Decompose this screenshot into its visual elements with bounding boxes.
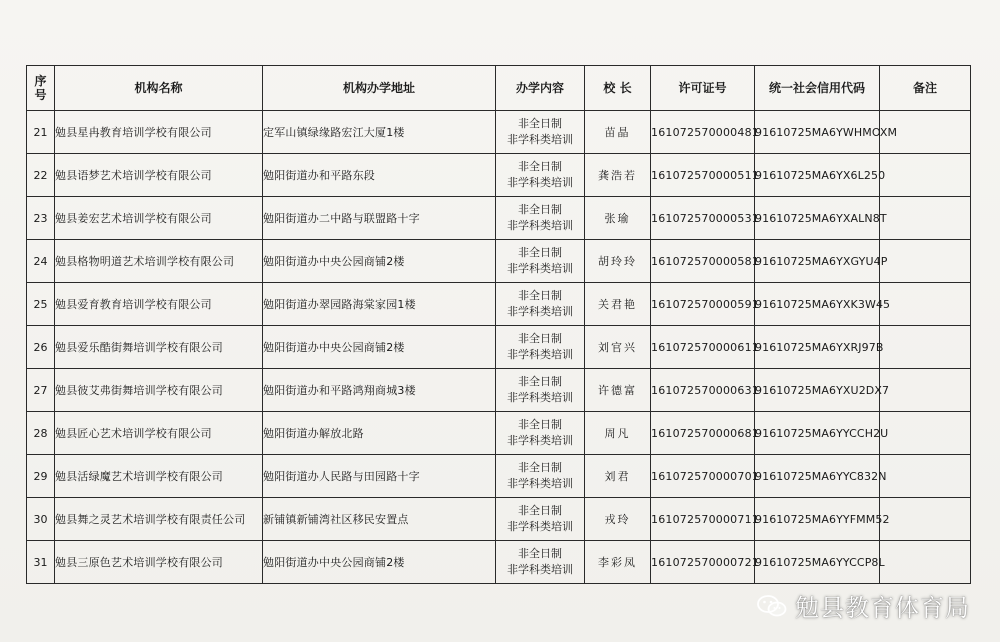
cell-institution-name: 勉县星冉教育培训学校有限公司 [55,111,263,154]
cell-permit-number: 161072570000701 [651,455,755,498]
table-row [27,455,971,498]
table-row [27,197,971,240]
content-line: 非全日制 [518,332,562,345]
content-line: 非全日制 [518,117,562,130]
cell-principal: 张瑜 [585,197,651,240]
cell-principal: 李彩凤 [585,541,651,584]
content-line: 非全日制 [518,160,562,173]
cell-teaching-content [496,455,585,498]
cell-permit-number: 161072570000711 [651,498,755,541]
cell-teaching-content [496,412,585,455]
cell-institution-name: 勉县姜宏艺术培训学校有限公司 [55,197,263,240]
cell-institution-name: 勉县格物明道艺术培训学校有限公司 [55,240,263,283]
content-line: 非全日制 [518,203,562,216]
cell-principal: 刘官兴 [585,326,651,369]
watermark-text: 勉县教育体育局 [795,594,970,622]
cell-serial-number: 24 [27,240,55,283]
cell-credit-code: 91610725MA6YXALN8T [755,197,880,240]
content-line: 非学科类培训 [507,563,573,576]
cell-principal: 关君艳 [585,283,651,326]
header-institution-name: 机构名称 [55,66,263,111]
cell-credit-code: 91610725MA6YXK3W45 [755,283,880,326]
cell-institution-address: 勉阳街道办中央公园商铺2楼 [263,326,496,369]
cell-remark [880,240,971,283]
wechat-icon [757,595,787,617]
cell-permit-number: 161072570000511 [651,154,755,197]
cell-teaching-content [496,326,585,369]
content-line: 非学科类培训 [507,219,573,232]
cell-principal: 胡玲玲 [585,240,651,283]
cell-teaching-content [496,283,585,326]
content-line: 非学科类培训 [507,176,573,189]
header-teaching-content: 办学内容 [496,66,585,111]
cell-institution-address: 勉阳街道办中央公园商铺2楼 [263,240,496,283]
cell-serial-number: 22 [27,154,55,197]
cell-remark [880,541,971,584]
cell-teaching-content [496,240,585,283]
cell-credit-code: 91610725MA6YYFMM52 [755,498,880,541]
header-principal: 校 长 [585,66,651,111]
cell-permit-number: 161072570000681 [651,412,755,455]
content-line: 非学科类培训 [507,133,573,146]
content-line: 非学科类培训 [507,348,573,361]
cell-institution-address: 勉阳街道办解放北路 [263,412,496,455]
cell-institution-address: 勉阳街道办翠园路海棠家园1楼 [263,283,496,326]
cell-institution-name: 勉县舞之灵艺术培训学校有限责任公司 [55,498,263,541]
cell-permit-number: 161072570000581 [651,240,755,283]
cell-remark [880,412,971,455]
content-line: 非学科类培训 [507,434,573,447]
cell-teaching-content [496,498,585,541]
content-line: 非学科类培训 [507,520,573,533]
cell-serial-number: 27 [27,369,55,412]
table-row [27,283,971,326]
cell-credit-code: 91610725MA6YXGYU4P [755,240,880,283]
cell-institution-name: 勉县语梦艺术培训学校有限公司 [55,154,263,197]
content-line: 非全日制 [518,547,562,560]
cell-serial-number: 29 [27,455,55,498]
table-row [27,369,971,412]
cell-remark [880,197,971,240]
table-row [27,240,971,283]
cell-credit-code: 91610725MA6YYCCH2U [755,412,880,455]
content-line: 非学科类培训 [507,262,573,275]
cell-institution-name: 勉县活绿魔艺术培训学校有限公司 [55,455,263,498]
cell-remark [880,455,971,498]
publisher-watermark [757,588,970,623]
cell-permit-number: 161072570000591 [651,283,755,326]
cell-institution-address: 勉阳街道办中央公园商铺2楼 [263,541,496,584]
cell-serial-number: 28 [27,412,55,455]
cell-remark [880,326,971,369]
cell-remark [880,498,971,541]
cell-serial-number: 30 [27,498,55,541]
cell-permit-number: 161072570000531 [651,197,755,240]
content-line: 非全日制 [518,246,562,259]
school-registry-table [26,65,971,584]
cell-institution-name: 勉县匠心艺术培训学校有限公司 [55,412,263,455]
cell-institution-address: 定军山镇绿缘路宏江大厦1楼 [263,111,496,154]
cell-serial-number: 26 [27,326,55,369]
cell-principal: 苗晶 [585,111,651,154]
cell-institution-name: 勉县彼艾弗街舞培训学校有限公司 [55,369,263,412]
content-line: 非全日制 [518,418,562,431]
cell-permit-number: 161072570000611 [651,326,755,369]
cell-credit-code: 91610725MA6YWHMOXM [755,111,880,154]
table-header-row [27,66,971,111]
cell-institution-address: 勉阳街道办二中路与联盟路十字 [263,197,496,240]
cell-permit-number: 161072570000721 [651,541,755,584]
cell-teaching-content [496,111,585,154]
cell-permit-number: 161072570000481 [651,111,755,154]
cell-permit-number: 161072570000631 [651,369,755,412]
cell-remark [880,154,971,197]
content-line: 非学科类培训 [507,391,573,404]
table-row [27,326,971,369]
content-line: 非全日制 [518,375,562,388]
header-remark: 备注 [880,66,971,111]
table-row [27,541,971,584]
cell-serial-number: 31 [27,541,55,584]
cell-teaching-content [496,154,585,197]
table-row [27,498,971,541]
cell-credit-code: 91610725MA6YYCCP8L [755,541,880,584]
cell-principal: 周凡 [585,412,651,455]
cell-institution-address: 勉阳街道办和平路鸿翔商城3楼 [263,369,496,412]
header-credit-code: 统一社会信用代码 [755,66,880,111]
cell-serial-number: 21 [27,111,55,154]
cell-principal: 戎玲 [585,498,651,541]
cell-principal: 刘君 [585,455,651,498]
table-row [27,111,971,154]
content-line: 非全日制 [518,289,562,302]
table-row [27,154,971,197]
header-serial-number: 序 号 [27,66,55,111]
content-line: 非学科类培训 [507,477,573,490]
cell-remark [880,369,971,412]
content-line: 非学科类培训 [507,305,573,318]
cell-credit-code: 91610725MA6YX6L250 [755,154,880,197]
cell-credit-code: 91610725MA6YXU2DX7 [755,369,880,412]
cell-serial-number: 23 [27,197,55,240]
content-line: 非全日制 [518,504,562,517]
content-line: 非全日制 [518,461,562,474]
cell-credit-code: 91610725MA6YXRJ97B [755,326,880,369]
cell-credit-code: 91610725MA6YYC832N [755,455,880,498]
header-institution-address: 机构办学地址 [263,66,496,111]
cell-remark [880,283,971,326]
table-row [27,412,971,455]
cell-principal: 许德富 [585,369,651,412]
cell-principal: 龚浩若 [585,154,651,197]
cell-institution-name: 勉县爱乐酷街舞培训学校有限公司 [55,326,263,369]
header-permit-number: 许可证号 [651,66,755,111]
cell-institution-address: 新铺镇新铺湾社区移民安置点 [263,498,496,541]
cell-serial-number: 25 [27,283,55,326]
cell-teaching-content [496,369,585,412]
cell-teaching-content [496,197,585,240]
cell-institution-address: 勉阳街道办和平路东段 [263,154,496,197]
cell-institution-name: 勉县爱育教育培训学校有限公司 [55,283,263,326]
cell-teaching-content [496,541,585,584]
cell-institution-address: 勉阳街道办人民路与田园路十字 [263,455,496,498]
cell-institution-name: 勉县三原色艺术培训学校有限公司 [55,541,263,584]
